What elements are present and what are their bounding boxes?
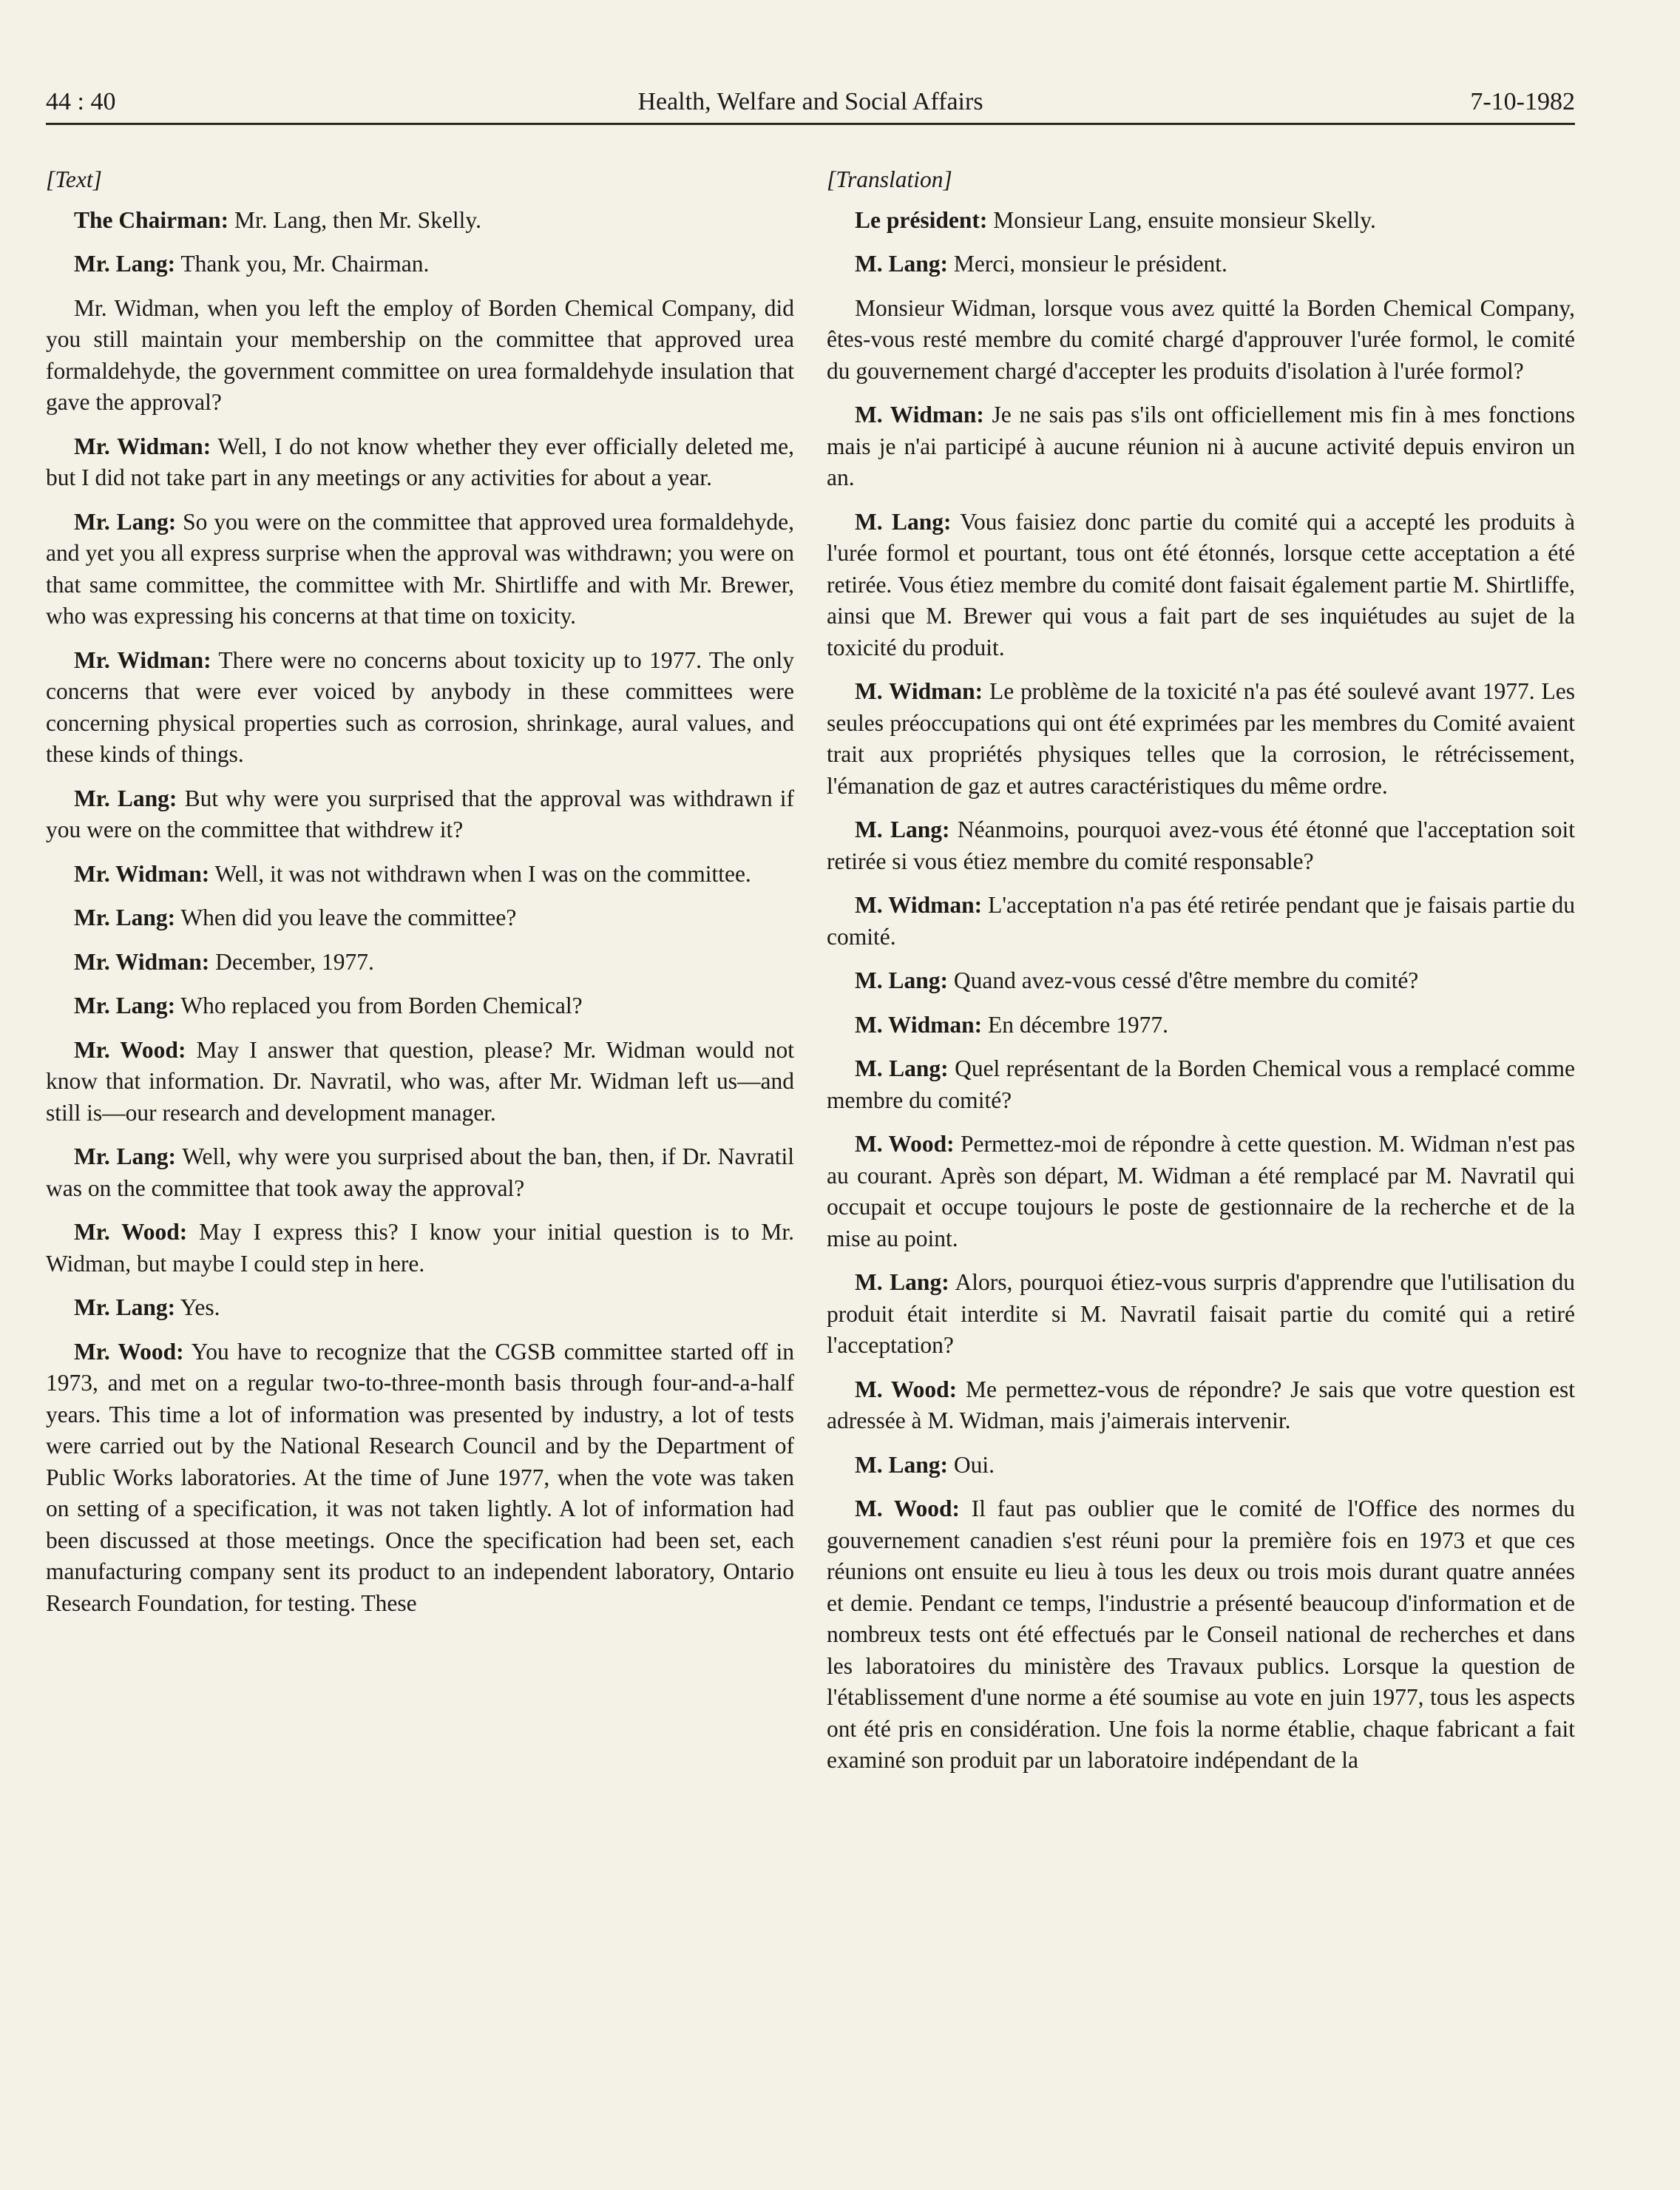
- transcript-paragraph: [46, 902, 794, 934]
- publication-title: Health, Welfare and Social Affairs: [637, 88, 983, 115]
- paragraph-text: So you were on the committee that approved urea formaldehyde, and yet you all express surprise when the approval was withdrawn; you were on that same committee, the committee with Mr. Shirtliffe and with Mr. Brewer, who was expressing his concerns at that time on toxicity.: [46, 508, 794, 629]
- transcript-paragraph: [46, 205, 794, 237]
- transcript-paragraph: [827, 814, 1575, 877]
- speaker-name: M. Lang:: [855, 1269, 949, 1295]
- paragraph-text: Il faut pas oublier que le comité de l'Office des normes du gouvernement canadien s'est réuni pour la première fois en 1973 et que ces réunions ont ensuite eu lieu à tous les deux ou trois mois durant quatre années et demie. Pendant ce temps, l'industrie a présenté beaucoup d'information et de nombreux tests ont été effectués par le Conseil national de recherches et dans les laboratoires du ministère des Travaux publics. Lorsque la question de l'établissement d'une norme a été soumise au vote en juin 1977, tous les aspects ont été pris en considération. Une fois la norme établie, chaque fabricant a fait examiné son produit par un laboratoire indépendant de la: [827, 1496, 1575, 1773]
- column-label: [Translation]: [827, 166, 952, 192]
- paragraph-text: Vous faisiez donc partie du comité qui a accepté les produits à l'urée formol et pourtant, tous ont été étonnés, lorsque cette acceptation a été retirée. Vous étiez membre du comité dont faisait également partie M. Shirtliffe, ainsi que M. Brewer qui vous a fait part de ses inquiétudes au sujet de la toxicité du produit.: [827, 508, 1576, 660]
- speaker-name: Mr. Lang:: [74, 905, 176, 930]
- paragraph-text: Monsieur Widman, lorsque vous avez quitté la Borden Chemical Company, êtes-vous resté membre du comité chargé d'approuver l'urée formol, le comité du gouvernement chargé d'accepter les produits d'isolation à l'urée formol?: [827, 294, 1575, 384]
- speaker-name: Mr. Wood:: [74, 1219, 188, 1245]
- paragraph-text: Le problème de la toxicité n'a pas été soulevé avant 1977. Les seules préoccupations qui ont été exprimées par les membres du Comité avaient trait aux propriétés physiques telles que la corrosion, le rétrécissement, l'émanation de gaz et autres caractéristiques du même ordre.: [827, 678, 1575, 799]
- transcript-paragraph: [827, 399, 1575, 494]
- transcript-paragraph: [46, 1217, 794, 1280]
- speaker-name: M. Widman:: [855, 1011, 983, 1038]
- paragraph-text: Well, it was not withdrawn when I was on the committee.: [209, 860, 751, 887]
- paragraph-text: Thank you, Mr. Chairman.: [175, 251, 430, 277]
- speaker-name: M. Wood:: [855, 1376, 958, 1402]
- paragraph-text: Je ne sais pas s'ils ont officiellement mis fin à mes fonctions mais je n'ai participé à aucune réunion ni à aucune activité depuis environ un an.: [827, 402, 1575, 490]
- paragraph-text: Monsieur Lang, ensuite monsieur Skelly.: [987, 206, 1376, 233]
- paragraph-text: Permettez-moi de répondre à cette question. M. Widman n'est pas au courant. Après son départ, M. Widman a été remplacé par M. Navratil qui occupait et occupe toujours le poste de gestionnaire de la recherche et de la mise au point.: [827, 1131, 1575, 1251]
- transcript-paragraph: [46, 249, 794, 280]
- transcript-paragraph: [827, 1267, 1575, 1362]
- transcript-paragraph: [827, 965, 1575, 997]
- paragraph-text: But why were you surprised that the approval was withdrawn if you were on the committee that withdrew it?: [46, 785, 795, 842]
- english-column: [46, 164, 794, 1632]
- paragraph-text: Quel représentant de la Borden Chemical vous a remplacé comme membre du comité?: [827, 1055, 1576, 1113]
- french-column: [827, 164, 1575, 1789]
- sitting-date: 7-10-1982: [1470, 88, 1575, 115]
- paragraph-text: Me permettez-vous de répondre? Je sais que votre question est adressée à M. Widman, mais j'aimerais intervenir.: [827, 1376, 1575, 1433]
- paragraph-text: L'acceptation n'a pas été retirée pendant que je faisais partie du comité.: [827, 892, 1575, 950]
- speaker-name: M. Widman:: [855, 678, 983, 704]
- page-number: 44 : 40: [46, 88, 116, 115]
- transcript-paragraph: [827, 1450, 1575, 1481]
- transcript-paragraph: [827, 1493, 1575, 1777]
- paragraph-text: En décembre 1977.: [982, 1011, 1169, 1038]
- paragraph-text: Oui.: [948, 1451, 995, 1478]
- paragraph-text: May I express this? I know your initial question is to Mr. Widman, but maybe I could step in here.: [46, 1219, 794, 1277]
- transcript-paragraph: [46, 1035, 794, 1129]
- paragraph-text: May I answer that question, please? Mr. Widman would not know that information. Dr. Navratil, who was, after Mr. Widman left us—and still is—our research and development manager.: [46, 1036, 794, 1126]
- transcript-paragraph: [827, 507, 1575, 664]
- paragraph-text: You have to recognize that the CGSB committee started off in 1973, and met on a regular two-to-three-month basis through four-and-a-half years. This time a lot of information was presented by industry, a lot of tests were carried out by the National Research Council and by the Department of Public Works laboratories. At the time of June 1977, when the vote was taken on setting of a specification, it was not taken lightly. A lot of information had been discussed at those meetings. Once the specification had been set, each manufacturing company sent its product to an independent laboratory, Ontario Research Foundation, for testing. These: [46, 1338, 794, 1616]
- transcript-paragraph: [46, 507, 794, 632]
- speaker-name: M. Wood:: [855, 1496, 961, 1521]
- transcript-paragraph: [827, 205, 1575, 237]
- paragraph-text: When did you leave the committee?: [175, 905, 517, 930]
- transcript-paragraph: [46, 990, 794, 1022]
- speaker-name: Mr. Wood:: [74, 1338, 184, 1365]
- speaker-name: M. Widman:: [855, 892, 983, 918]
- transcript-paragraph: [46, 859, 794, 890]
- speaker-name: M. Lang:: [855, 817, 950, 842]
- speaker-name: Mr. Wood:: [74, 1036, 186, 1063]
- column-label: [Text]: [46, 166, 102, 192]
- speaker-name: Mr. Lang:: [74, 785, 177, 811]
- paragraph-text: Quand avez-vous cessé d'être membre du comité?: [948, 967, 1419, 993]
- speaker-name: Mr. Lang:: [74, 1294, 176, 1320]
- speaker-name: Mr. Widman:: [74, 860, 210, 887]
- header-rule: [46, 123, 1575, 125]
- transcript-paragraph: [46, 1292, 794, 1324]
- transcript-paragraph: [46, 783, 794, 846]
- transcript-paragraph: [46, 1336, 794, 1620]
- speaker-name: Mr. Widman:: [74, 948, 210, 975]
- transcript-paragraph: [827, 1374, 1575, 1437]
- transcript-paragraph: [827, 1010, 1575, 1041]
- transcript-paragraph: [46, 645, 794, 771]
- paragraph-text: Mr. Widman, when you left the employ of Borden Chemical Company, did you still maintain your membership on the committee that approved urea formaldehyde, the government committee on urea formaldehyde insulation that gave the approval?: [46, 294, 794, 415]
- speaker-name: Mr. Widman:: [74, 433, 211, 459]
- paragraph-text: Who replaced you from Borden Chemical?: [175, 993, 583, 1018]
- speaker-name: Mr. Widman:: [74, 646, 211, 673]
- speaker-name: Mr. Lang:: [74, 251, 176, 277]
- speaker-name: M. Lang:: [855, 251, 948, 277]
- speaker-name: Mr. Lang:: [74, 1143, 177, 1169]
- transcript-paragraph: [827, 890, 1575, 953]
- transcript-paragraph: [46, 947, 794, 979]
- paragraph-text: Alors, pourquoi étiez-vous surpris d'apprendre que l'utilisation du produit était interdite si M. Navratil faisait partie du comité qui a retiré l'acceptation?: [827, 1269, 1576, 1358]
- speaker-name: M. Lang:: [855, 1055, 949, 1081]
- speaker-name: M. Lang:: [855, 508, 952, 535]
- speaker-name: M. Wood:: [855, 1131, 955, 1157]
- speaker-name: M. Lang:: [855, 967, 948, 993]
- paragraph-text: Merci, monsieur le président.: [948, 251, 1227, 277]
- french-paragraphs: [827, 205, 1575, 1777]
- english-paragraphs: [46, 205, 794, 1620]
- transcript-paragraph: [46, 1141, 794, 1204]
- paragraph-text: There were no concerns about toxicity up to 1977. The only concerns that were ever voiced by anybody in these committees were concerning physical properties such as corrosion, shrinkage, aural values, and these kinds of things.: [46, 646, 794, 767]
- transcript-paragraph: [827, 676, 1575, 802]
- speaker-name: M. Widman:: [855, 402, 984, 427]
- transcript-paragraph: [46, 431, 794, 494]
- transcript-paragraph: [827, 293, 1575, 388]
- page-header: [46, 83, 1575, 121]
- speaker-name: Mr. Lang:: [74, 993, 176, 1018]
- paragraph-text: December, 1977.: [209, 948, 374, 975]
- paragraph-text: Mr. Lang, then Mr. Skelly.: [228, 206, 481, 233]
- paragraph-text: Well, I do not know whether they ever officially deleted me, but I did not take part in any meetings or any activities for about a year.: [46, 433, 795, 490]
- transcript-paragraph: [827, 1129, 1575, 1254]
- transcript-paragraph: [827, 1053, 1575, 1116]
- speaker-name: The Chairman:: [74, 206, 229, 233]
- paragraph-text: Néanmoins, pourquoi avez-vous été étonné que l'acceptation soit retirée si vous étiez membre du comité responsable?: [827, 817, 1576, 874]
- transcript-paragraph: [46, 293, 794, 419]
- speaker-name: Le président:: [855, 206, 988, 233]
- paragraph-text: Yes.: [175, 1294, 220, 1320]
- speaker-name: M. Lang:: [855, 1451, 948, 1478]
- paragraph-text: Well, why were you surprised about the ban, then, if Dr. Navratil was on the committee that took away the approval?: [46, 1143, 795, 1201]
- speaker-name: Mr. Lang:: [74, 508, 177, 535]
- transcript-paragraph: [827, 249, 1575, 280]
